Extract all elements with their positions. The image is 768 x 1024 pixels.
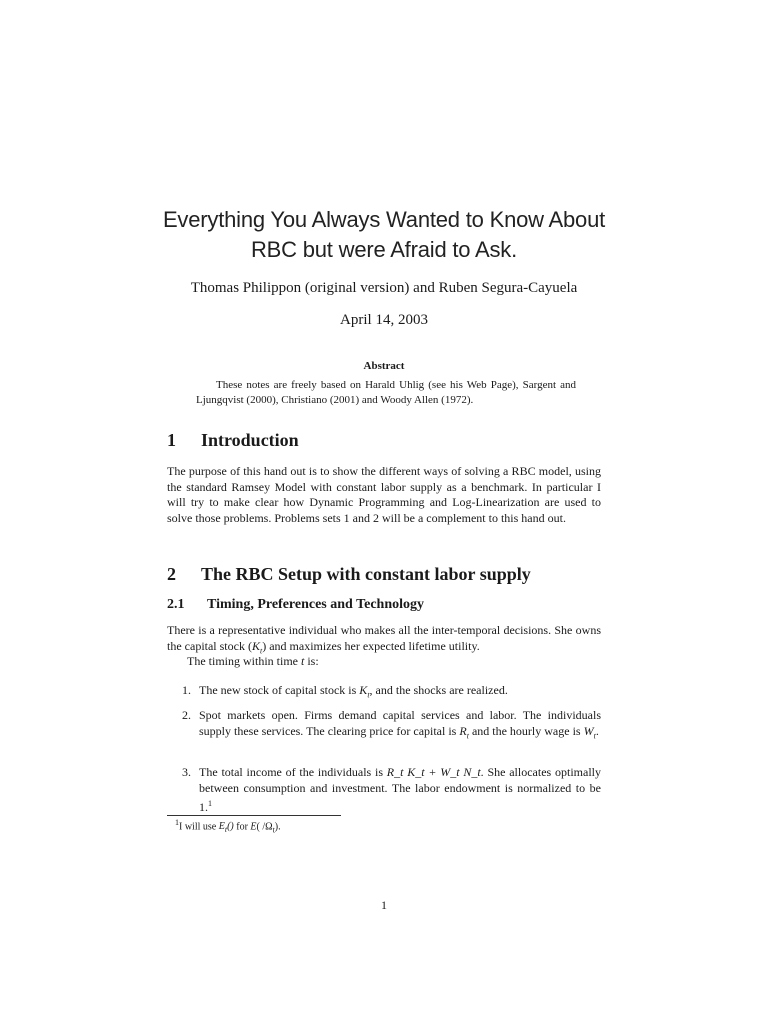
list-item: 1. The new stock of capital stock is $K_t$, and the shocks are realized.	[182, 683, 508, 700]
list-item: 2. Spot markets open. Firms demand capital services and labor. The individuals supply these services. The clearing price for capital is $R_t$ and the hourly wage is $W_t$.	[182, 708, 601, 740]
section-title: The RBC Setup with constant labor supply	[201, 564, 531, 584]
income-formula: R_t K_t + W_t N_t	[386, 765, 481, 779]
subsection-number: 2.1	[167, 597, 185, 612]
section-2-heading	[167, 564, 531, 585]
abstract-body: These notes are freely based on Harald Uhlig (see his Web Page), Sargent and Ljungqvist (2000), Christiano (2001) and Woody Allen (1972).	[196, 379, 576, 406]
author-line: Thomas Philippon (original version) and Ruben Segura-Cayuela	[190, 280, 578, 296]
paper-title-line-1: Everything You Always Wanted to Know About	[162, 207, 606, 232]
abstract-heading: Abstract	[363, 360, 405, 372]
list-item: 3. The total income of the individuals is R_t K_t + W_t N_t. She allocates optimally between consumption and investment. The labor endowment is normalized to be 1.$^1$	[182, 765, 601, 814]
footnote: $^1$I will use $E_t()$ for E( $/\Omega_t$).	[175, 818, 281, 835]
paper-title-line-2: RBC but were Afraid to Ask.	[250, 237, 518, 262]
page-number: 1	[381, 898, 387, 912]
subsection-title: Timing, Preferences and Technology	[207, 597, 425, 612]
section-1-body: The purpose of this hand out is to show the different ways of solving a RBC model, using the standard Ramsey Model with constant labor supply as a benchmark. In particular I will try to make clear how Dynamic Programming and Log-Linearization are used to solve those problems. Problems sets 1 and 2 will be a complement to this hand out.	[167, 464, 601, 525]
footnote-marker: 1	[208, 799, 212, 808]
footnote-rule	[167, 815, 341, 816]
subsection-2-1-paragraph-2: The timing within time t is:	[187, 654, 319, 668]
publication-date: April 14, 2003	[340, 312, 428, 328]
section-number: 1	[167, 430, 176, 450]
subsection-2-1-heading	[167, 597, 424, 613]
section-1-heading	[167, 430, 299, 451]
section-number: 2	[167, 564, 176, 584]
section-title: Introduction	[201, 430, 299, 450]
subsection-2-1-paragraph-1: There is a representative individual who makes all the inter-temporal decisions. She owns the capital stock $(K_t)$ and maximizes her expected lifetime utility.	[167, 623, 601, 655]
